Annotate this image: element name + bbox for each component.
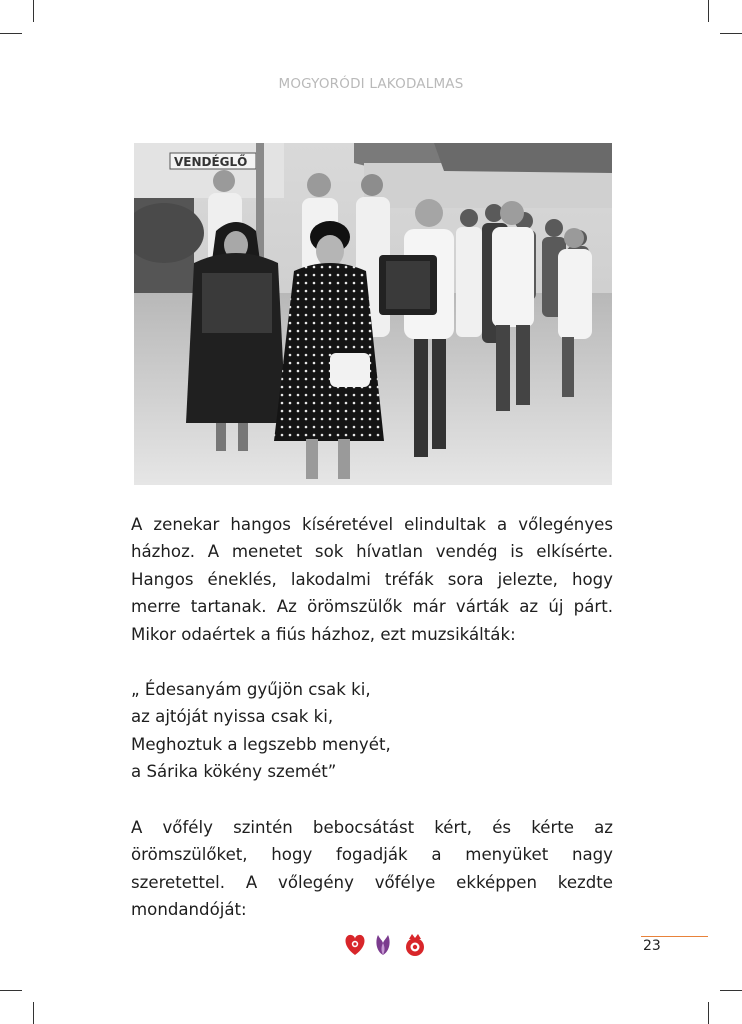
crop-mark	[708, 0, 709, 22]
verse-line: a Sárika kökény szemét”	[131, 762, 337, 782]
crop-mark	[33, 0, 34, 22]
body-paragraph-1	[131, 511, 613, 648]
paragraph-text: A zenekar hangos kíséretével elindultak a vőlegényes házhoz. A menetet sok hívatlan vendég is elkísérte. Hangos éneklés, lakodalmi tréfák sora jelezte, hogy merre tartanak. Az örömszülők már várták az új párt. Mikor odaértek a fiús házhoz, ezt muzsikálták:	[131, 515, 613, 644]
crop-mark	[33, 1002, 34, 1024]
verse-line: az ajtóját nyissa csak ki,	[131, 707, 334, 727]
restaurant-sign: VENDÉGLŐ	[174, 155, 248, 169]
running-header: MOGYORÓDI LAKODALMAS	[278, 76, 464, 92]
crop-mark	[720, 990, 742, 991]
crop-mark	[0, 990, 22, 991]
heart-flower-icon	[346, 935, 365, 955]
body-paragraph-2	[131, 814, 613, 924]
page-number-rule	[641, 936, 708, 937]
pomegranate-icon	[406, 934, 424, 956]
verse-block	[131, 676, 613, 786]
paragraph-text: A vőfély szintén bebocsátást kért, és kérte az örömszülőket, hogy fogadják a menyüket nagy szeretettel. A vőlegény vőfélye ekképpen kezdte mondandóját:	[131, 818, 613, 920]
tulip-icon	[376, 935, 389, 955]
crop-mark	[708, 1002, 709, 1024]
folk-ornaments	[343, 931, 433, 959]
crop-mark	[0, 33, 22, 34]
verse-line: „ Édesanyám gyűjön csak ki,	[131, 680, 371, 699]
crop-mark	[720, 33, 742, 34]
wedding-procession-photo	[134, 143, 612, 485]
verse-line: Meghoztuk a legszebb menyét,	[131, 734, 391, 754]
page-number: 23	[643, 938, 661, 954]
